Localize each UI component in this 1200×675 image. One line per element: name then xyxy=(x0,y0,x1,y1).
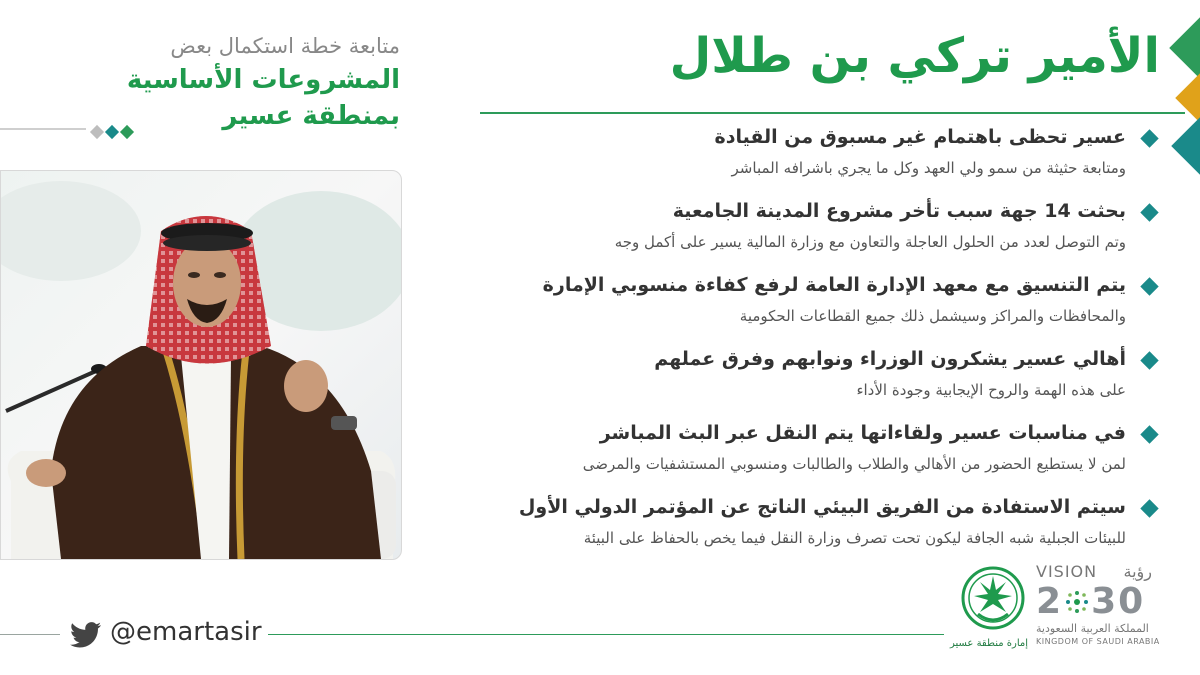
item-detail: لمن لا يستطيع الحضور من الأهالي والطلاب والطالبات ومنسوبي المستشفيات والمرضى xyxy=(582,455,1126,473)
subtitle-region: بمنطقة عسير xyxy=(222,101,400,131)
item-headline: سيتم الاستفادة من الفريق البيئي الناتج عن المؤتمر الدولي الأول xyxy=(518,496,1126,518)
item-headline: يتم التنسيق مع معهد الإدارة العامة لرفع كفاءة منسوبي الإمارة xyxy=(542,274,1126,296)
emblem-caption: إمارة منطقة عسير xyxy=(949,638,1028,649)
vision-flower-icon xyxy=(1064,584,1090,610)
portrait-photo xyxy=(0,170,402,560)
subtitle-diamonds xyxy=(92,122,137,141)
vision-arabic-word: رؤية xyxy=(1123,562,1152,581)
bullet-diamond-icon xyxy=(1140,203,1158,221)
saudi-emblem-icon xyxy=(960,560,1026,644)
vision-word: VISION xyxy=(1036,562,1098,581)
bullet-diamond-icon xyxy=(1140,129,1158,147)
news-item xyxy=(440,346,1160,420)
kingdom-name-arabic: المملكة العربية السعودية xyxy=(1036,622,1149,635)
subtitle-divider xyxy=(0,128,86,130)
portrait-illustration xyxy=(1,171,401,559)
news-item xyxy=(440,494,1160,568)
twitter-handle[interactable]: @emartasir xyxy=(110,617,262,647)
kingdom-name-english: KINGDOM OF SAUDI ARABIA xyxy=(1036,637,1160,646)
item-detail: للبيئات الجبلية شبه الجافة ليكون تحت تصرف وزارة النقل فيما يخص بالحفاظ على البيئة xyxy=(583,529,1126,547)
item-headline: بحثت 14 جهة سبب تأخر مشروع المدينة الجامعية xyxy=(672,200,1126,222)
title-divider xyxy=(480,112,1185,114)
page-title: الأمير تركي بن طلال xyxy=(669,28,1160,84)
news-item xyxy=(440,124,1160,198)
item-headline: أهالي عسير يشكرون الوزراء ونوابهم وفرق عملهم xyxy=(654,348,1126,370)
deco-diamond-teal xyxy=(1171,109,1200,183)
item-detail: على هذه الهمة والروح الإيجابية وجودة الأداء xyxy=(856,381,1126,399)
vision-year-digits: 30 xyxy=(1091,581,1146,622)
news-item xyxy=(440,198,1160,272)
subtitle-block xyxy=(127,30,400,134)
item-detail: وتم التوصل لعدد من الحلول العاجلة والتعاون مع وزارة المالية يسير على أكمل وجه xyxy=(614,233,1126,251)
vision-2030-logo xyxy=(1036,562,1166,648)
item-headline: عسير تحظى باهتمام غير مسبوق من القيادة xyxy=(714,126,1126,148)
subtitle-intro: متابعة خطة استكمال بعض xyxy=(170,34,400,58)
bullet-diamond-icon xyxy=(1140,425,1158,443)
bullet-diamond-icon xyxy=(1140,277,1158,295)
item-detail: والمحافظات والمراكز وسيشمل ذلك جميع القطاعات الحكومية xyxy=(739,307,1126,325)
bullet-diamond-icon xyxy=(1140,499,1158,517)
deco-diamond-green xyxy=(1169,11,1200,85)
diamond-icon xyxy=(90,125,104,139)
diamond-icon xyxy=(120,125,134,139)
item-detail: ومتابعة حثيثة من سمو ولي العهد وكل ما يجري باشرافه المباشر xyxy=(731,159,1126,177)
subtitle-main: المشروعات الأساسية xyxy=(126,65,400,95)
vision-year-digit: 2 xyxy=(1036,581,1064,622)
vision-year xyxy=(1036,582,1166,622)
news-items-list xyxy=(440,124,1160,568)
diamond-icon xyxy=(105,125,119,139)
news-item xyxy=(440,420,1160,494)
twitter-bird-icon xyxy=(70,622,102,648)
item-headline: في مناسبات عسير ولقاءاتها يتم النقل عبر البث المباشر xyxy=(599,422,1126,444)
news-item xyxy=(440,272,1160,346)
bullet-diamond-icon xyxy=(1140,351,1158,369)
footer-divider-right xyxy=(268,634,944,635)
footer-divider-left xyxy=(0,634,60,635)
